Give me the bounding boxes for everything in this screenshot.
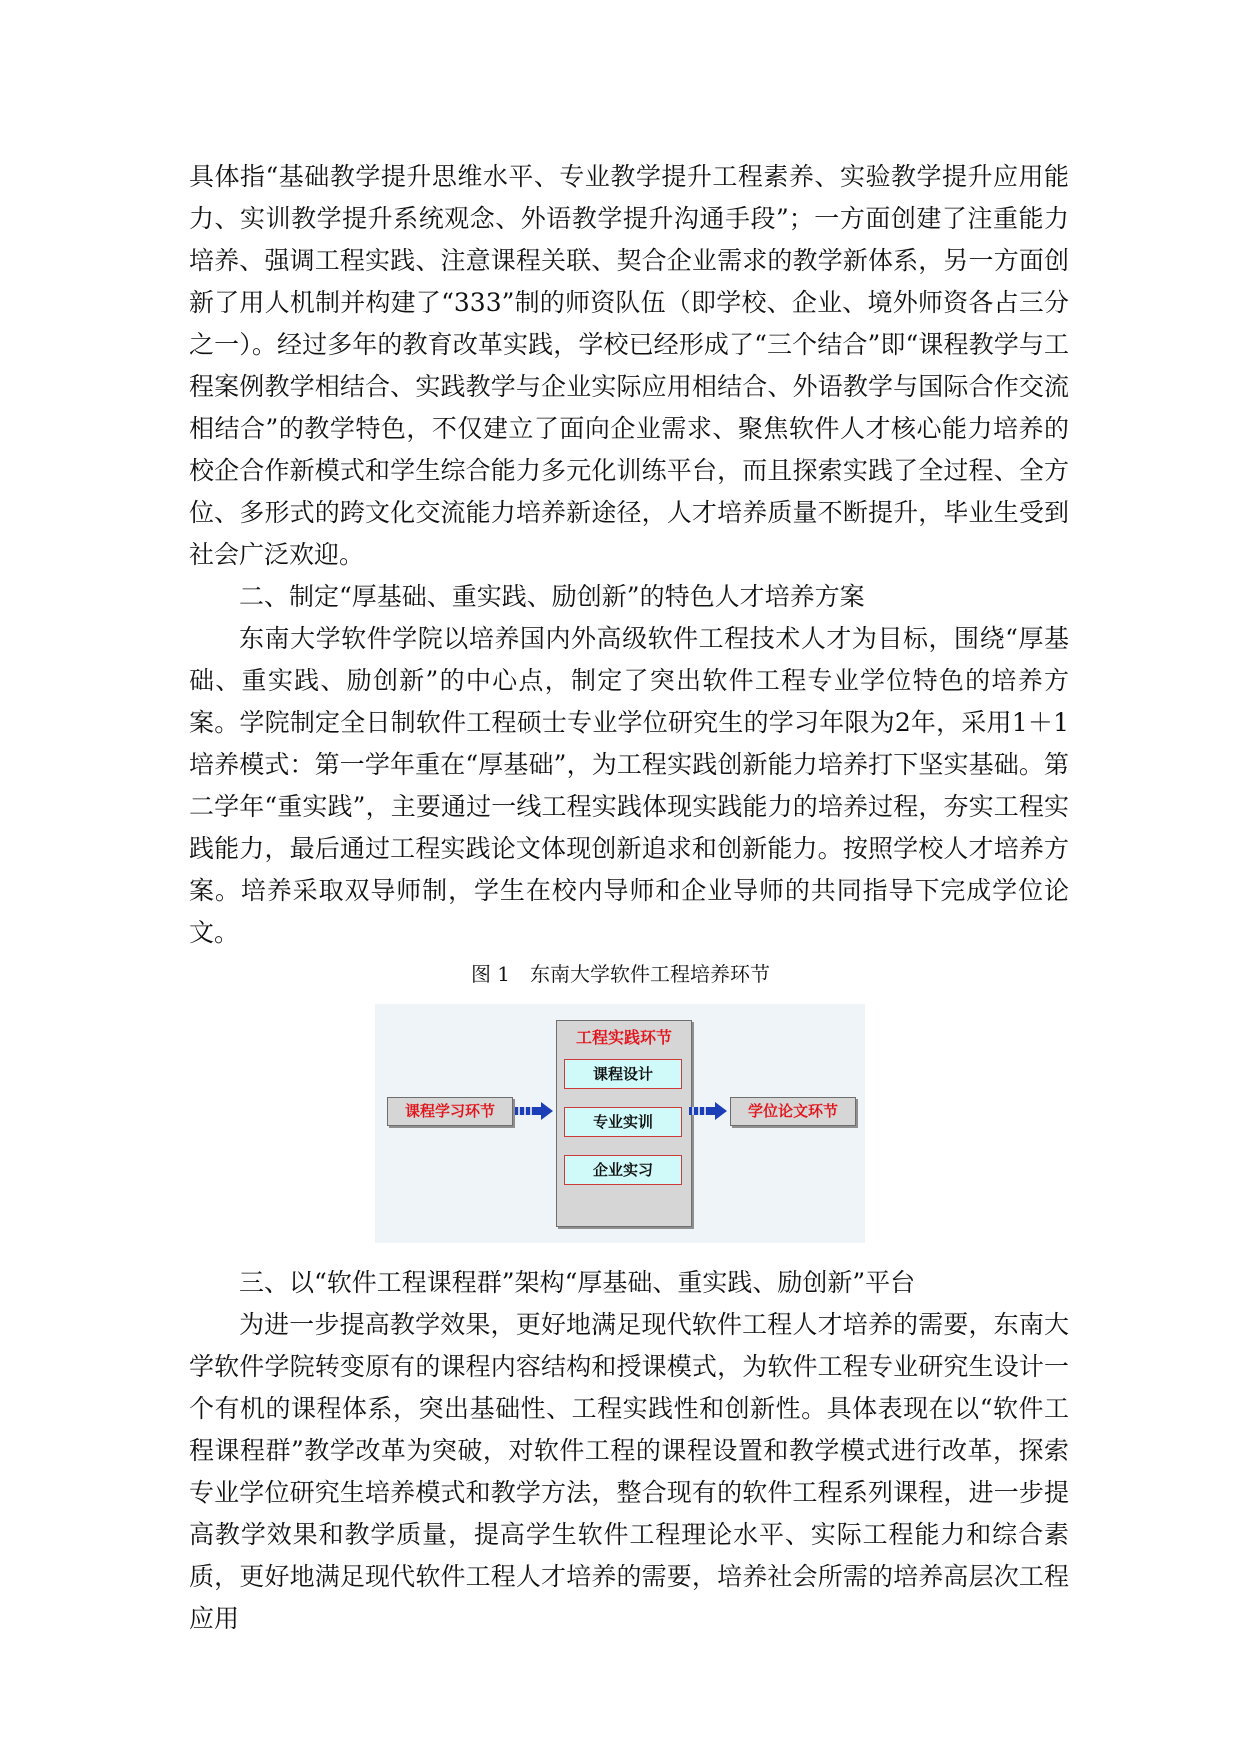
paragraph-continuation: 具体指“基础教学提升思维水平、专业教学提升工程素养、实验教学提升应用能力、实训教学提升系统观念、外语教学提升沟通手段”；一方面创建了注重能力培养、强调工程实践、注意课程关联、契合企业需求的教学新体系，另一方面创新了用人机制并构建了“333”制的师资队伍（即学校、企业、境外师资各占三分之一）。经过多年的教育改革实践，学校已经形成了“三个结合”即“课程教学与工程案例教学相结合、实践教学与企业实际应用相结合、外语教学与国际合作交流相结合”的教学特色，不仅建立了面向企业需求、聚焦软件人才核心能力培养的校企合作新模式和学生综合能力多元化训练平台，而且探索实践了全过程、全方位、多形式的跨文化交流能力培养新途径，人才培养质量不断提升，毕业生受到社会广泛欢迎。 [189, 162, 1069, 569]
text-block-bottom [189, 1262, 1069, 1640]
arrow-right-icon [515, 1102, 553, 1120]
paragraph-course-group: 为进一步提高教学效果，更好地满足现代软件工程人才培养的需要，东南大学软件学院转变原有的课程内容结构和授课模式，为软件工程专业研究生设计一个有机的课程体系，突出基础性、工程实践性和创新性。具体表现在以“软件工程课程群”教学改革为突破，对软件工程的课程设置和教学模式进行改革，探索专业学位研究生培养模式和教学方法，整合现有的软件工程系列课程，进一步提高教学效果和教学质量，提高学生软件工程理论水平、实际工程能力和综合素质，更好地满足现代软件工程人才培养的需要，培养社会所需的培养高层次工程应用 [189, 1310, 1069, 1633]
paragraph-training-plan: 东南大学软件学院以培养国内外高级软件工程技术人才为目标，围绕“厚基础、重实践、励创新”的中心点，制定了突出软件工程专业学位特色的培养方案。学院制定全日制软件工程硕士专业学位研究生的学习年限为2年，采用1＋1培养模式：第一学年重在“厚基础”，为工程实践创新能力培养打下坚实基础。第二学年“重实践”，主要通过一线工程实践体现实践能力的培养过程，夯实工程实践能力，最后通过工程实践论文体现创新追求和创新能力。按照学校人才培养方案。培养采取双导师制，学生在校内导师和企业导师的共同指导下完成学位论文。 [189, 624, 1069, 947]
thesis-stage: 学位论文环节 [730, 1097, 856, 1126]
arrow-right-icon [689, 1102, 727, 1120]
enterprise-internship-box: 企业实习 [564, 1155, 682, 1185]
figure-caption: 图 1 东南大学软件工程培养环节 [470, 962, 771, 986]
engineering-practice-title: 工程实践环节 [575, 1028, 672, 1047]
engineering-practice-stage [556, 1020, 692, 1227]
course-design-box: 课程设计 [564, 1059, 682, 1089]
text-block-top [189, 156, 1069, 954]
section-heading-2: 二、制定“厚基础、重实践、励创新”的特色人才培养方案 [239, 582, 865, 611]
professional-training-box: 专业实训 [564, 1107, 682, 1137]
training-flow-diagram [375, 1004, 865, 1243]
course-study-stage: 课程学习环节 [387, 1097, 513, 1126]
section-heading-3: 三、以“软件工程课程群”架构“厚基础、重实践、励创新”平台 [239, 1268, 916, 1297]
